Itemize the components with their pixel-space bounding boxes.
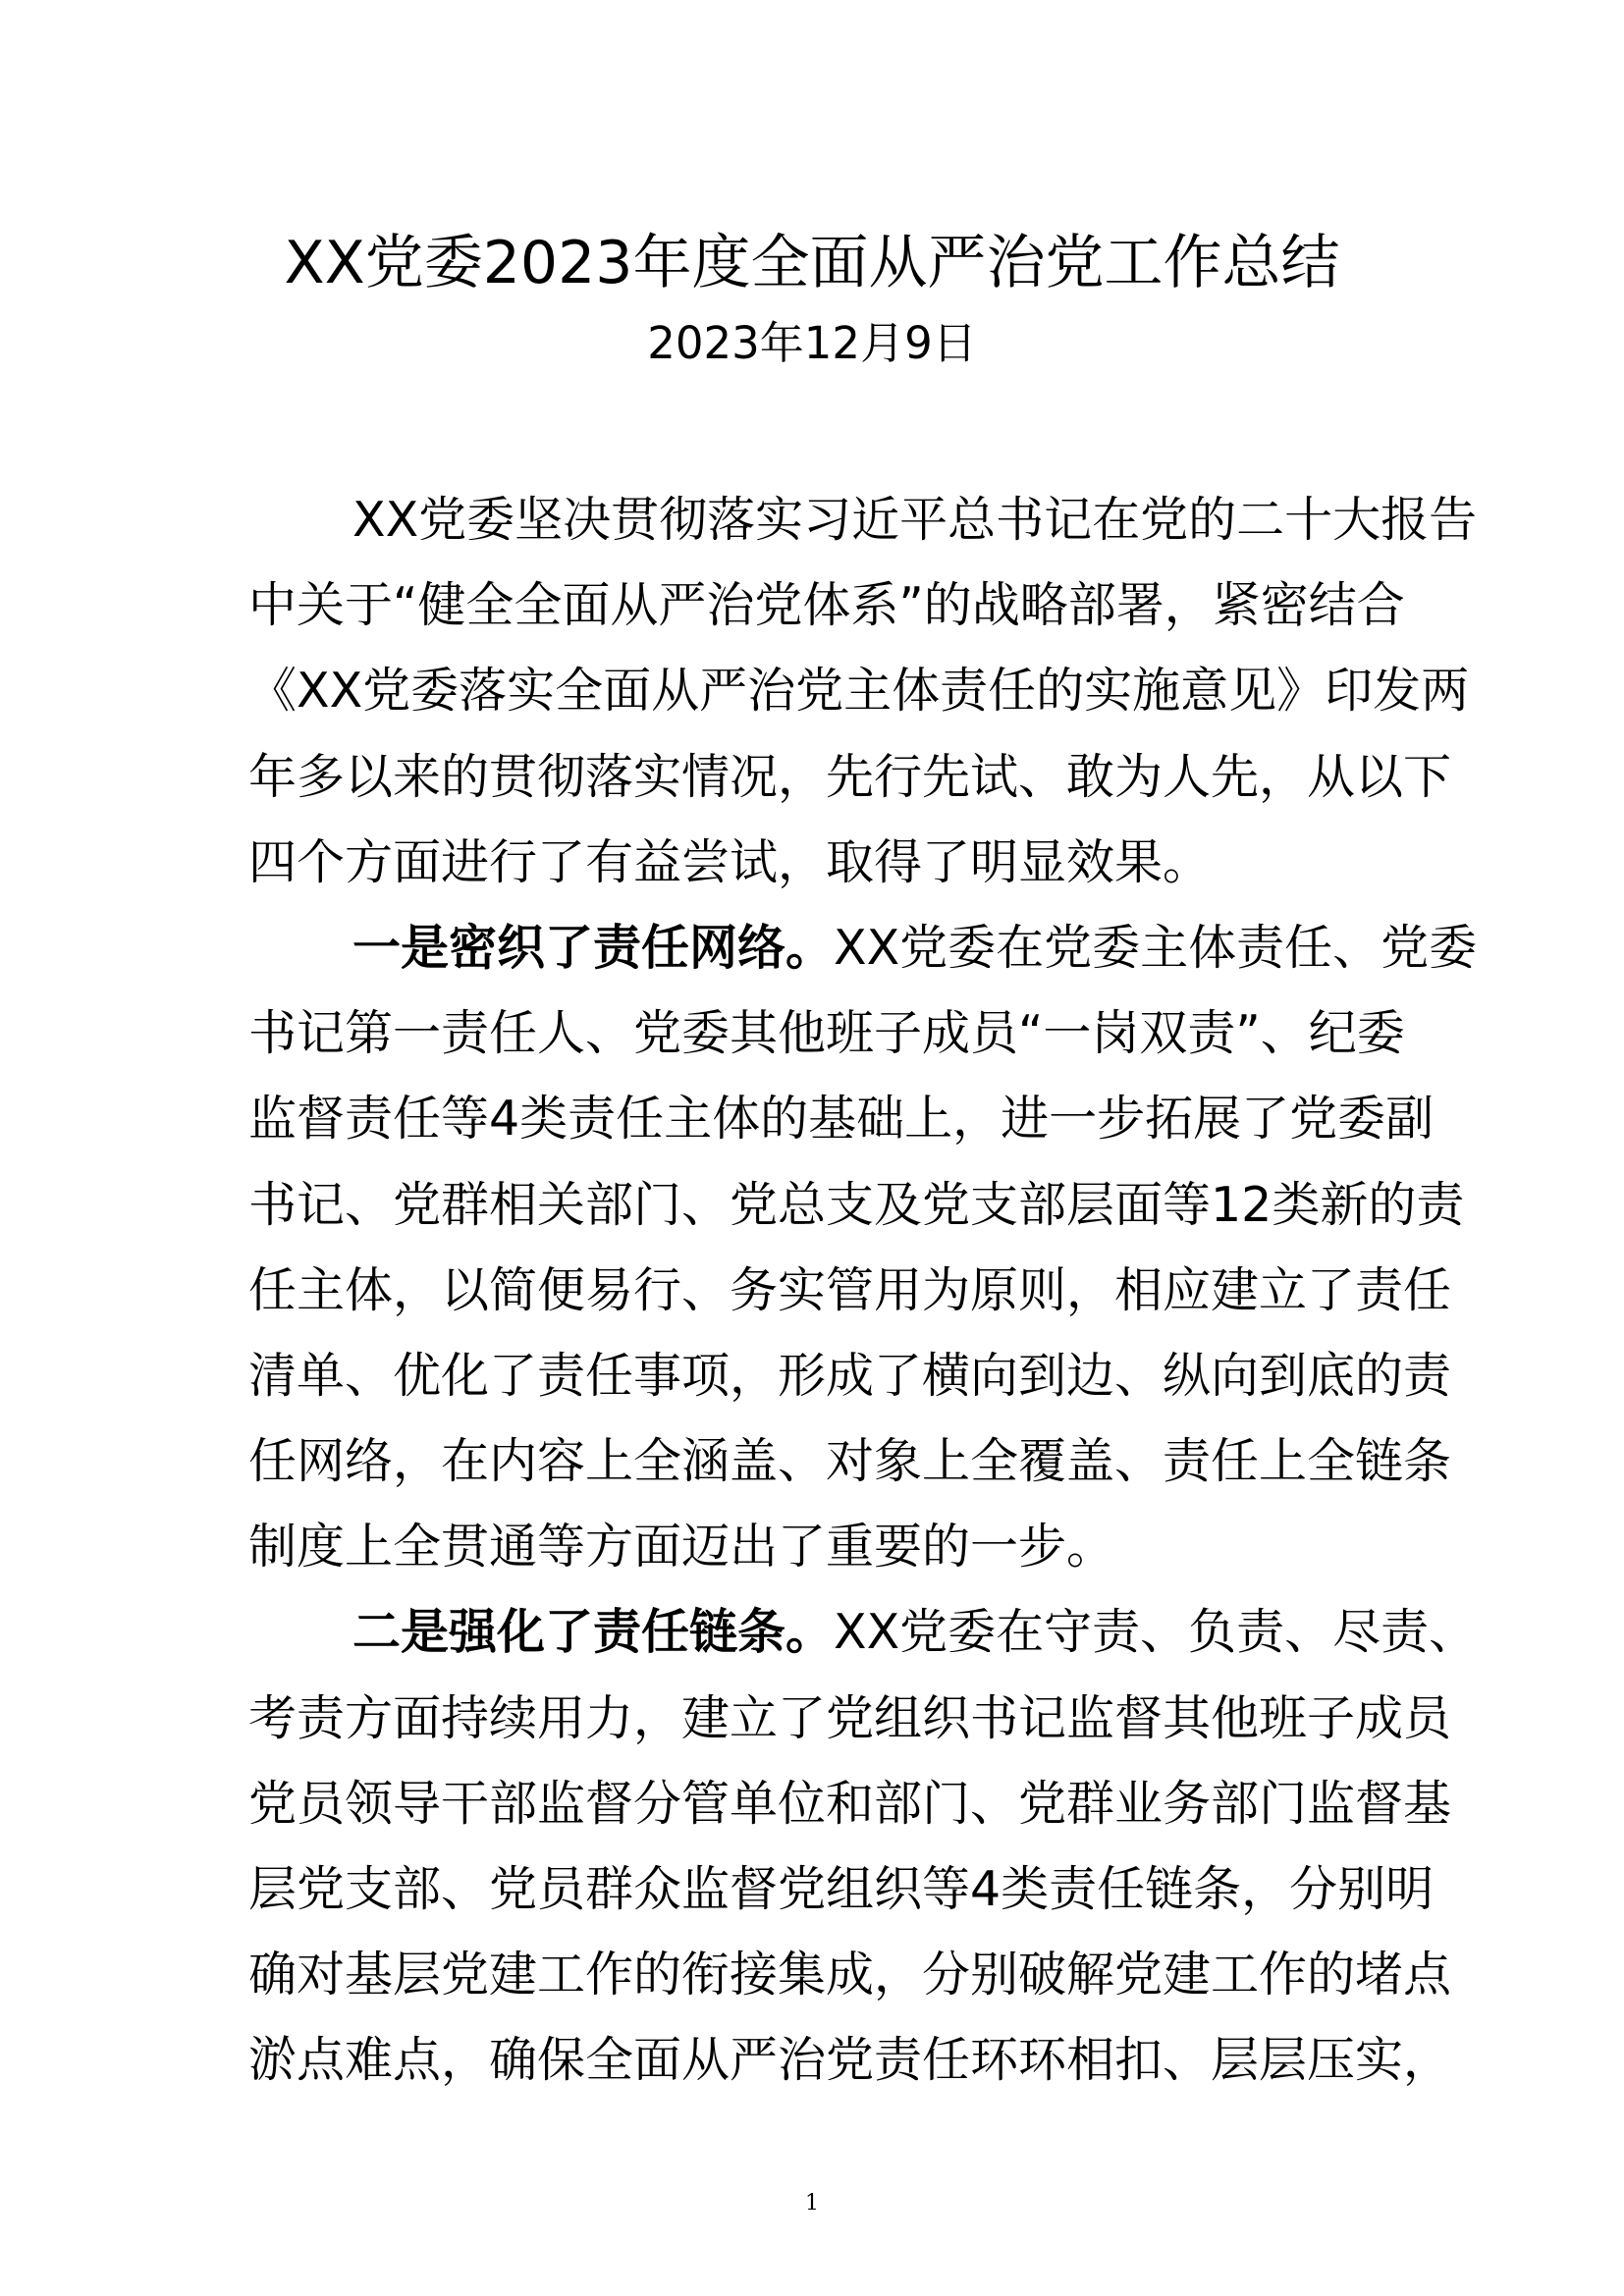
line-text: 淤点难点，确保全面从严治党责任环环相扣、层层压实， <box>248 2032 1452 2089</box>
paragraph <box>248 1589 1478 2103</box>
document-date: 2023年12月9日 <box>647 317 977 369</box>
line-text: 《XX党委落实全面从严治党主体责任的实施意见》印发两 <box>248 663 1470 720</box>
paragraph-line <box>248 905 1478 990</box>
line-text: 年多以来的贯彻落实情况，先行先试、敢为人先，从以下 <box>248 748 1452 805</box>
paragraph-line <box>248 1846 1435 1932</box>
line-text: 中关于“健全全面从严治党体系”的战略部署，紧密结合 <box>248 577 1405 634</box>
paragraph-line <box>248 562 1405 648</box>
line-text: 层党支部、党员群众监督党组织等4类责任链条，分别明 <box>248 1861 1435 1917</box>
line-text: 考责方面持续用力，建立了党组织书记监督其他班子成员 <box>248 1689 1452 1746</box>
paragraph-line <box>248 990 1405 1076</box>
line-text: 书记、党群相关部门、党总支及党支部层面等12类新的责 <box>248 1176 1465 1233</box>
line-text: XX党委坚决贯彻落实习近平总书记在党的二十大报告 <box>352 492 1478 548</box>
document-title: XX党委2023年度全面从严治党工作总结 <box>284 229 1340 297</box>
paragraph-line <box>248 1418 1452 1504</box>
line-text: 任网络，在内容上全涵盖、对象上全覆盖、责任上全链条 <box>248 1433 1452 1490</box>
paragraph-line <box>248 1676 1452 1761</box>
paragraph-line <box>248 1162 1465 1248</box>
paragraph-line <box>248 1504 1388 1589</box>
paragraph-line <box>248 1589 1478 1675</box>
line-text: 制度上全贯通等方面迈出了重要的一步。 <box>248 1519 1115 1575</box>
line-text: 监督责任等4类责任主体的基础上，进一步拓展了党委副 <box>248 1091 1435 1148</box>
paragraph-line <box>248 734 1452 820</box>
paragraph <box>248 905 1478 1590</box>
paragraph-line <box>248 1761 1452 1846</box>
paragraph-lead: 二是强化了责任链条。 <box>352 1604 835 1661</box>
line-text: 清单、优化了责任事项，形成了横向到边、纵向到底的责 <box>248 1347 1452 1404</box>
paragraph-line <box>248 1333 1452 1418</box>
document-body <box>248 477 1478 2104</box>
line-text: 书记第一责任人、党委其他班子成员“一岗双责”、纪委 <box>248 1005 1405 1062</box>
page-number: 1 <box>805 2191 819 2216</box>
paragraph-line <box>248 1932 1452 2017</box>
paragraph-line <box>248 648 1470 733</box>
line-text: 任主体，以简便易行、务实管用为原则，相应建立了责任 <box>248 1261 1452 1318</box>
paragraph-line <box>248 1248 1452 1333</box>
paragraph-line <box>248 2017 1452 2103</box>
paragraph-lead: 一是密织了责任网络。 <box>352 919 835 976</box>
line-text: XX党委在守责、负责、尽责、 <box>834 1604 1478 1661</box>
line-text: 四个方面进行了有益尝试，取得了明显效果。 <box>248 833 1212 890</box>
line-text: 确对基层党建工作的衔接集成，分别破解党建工作的堵点 <box>248 1947 1452 2003</box>
line-text: XX党委在党委主体责任、党委 <box>834 919 1478 976</box>
line-text: 党员领导干部监督分管单位和部门、党群业务部门监督基 <box>248 1775 1452 1832</box>
paragraph <box>248 477 1478 905</box>
paragraph-line <box>248 820 1388 905</box>
paragraph-line <box>248 477 1478 562</box>
paragraph-line <box>248 1076 1435 1161</box>
